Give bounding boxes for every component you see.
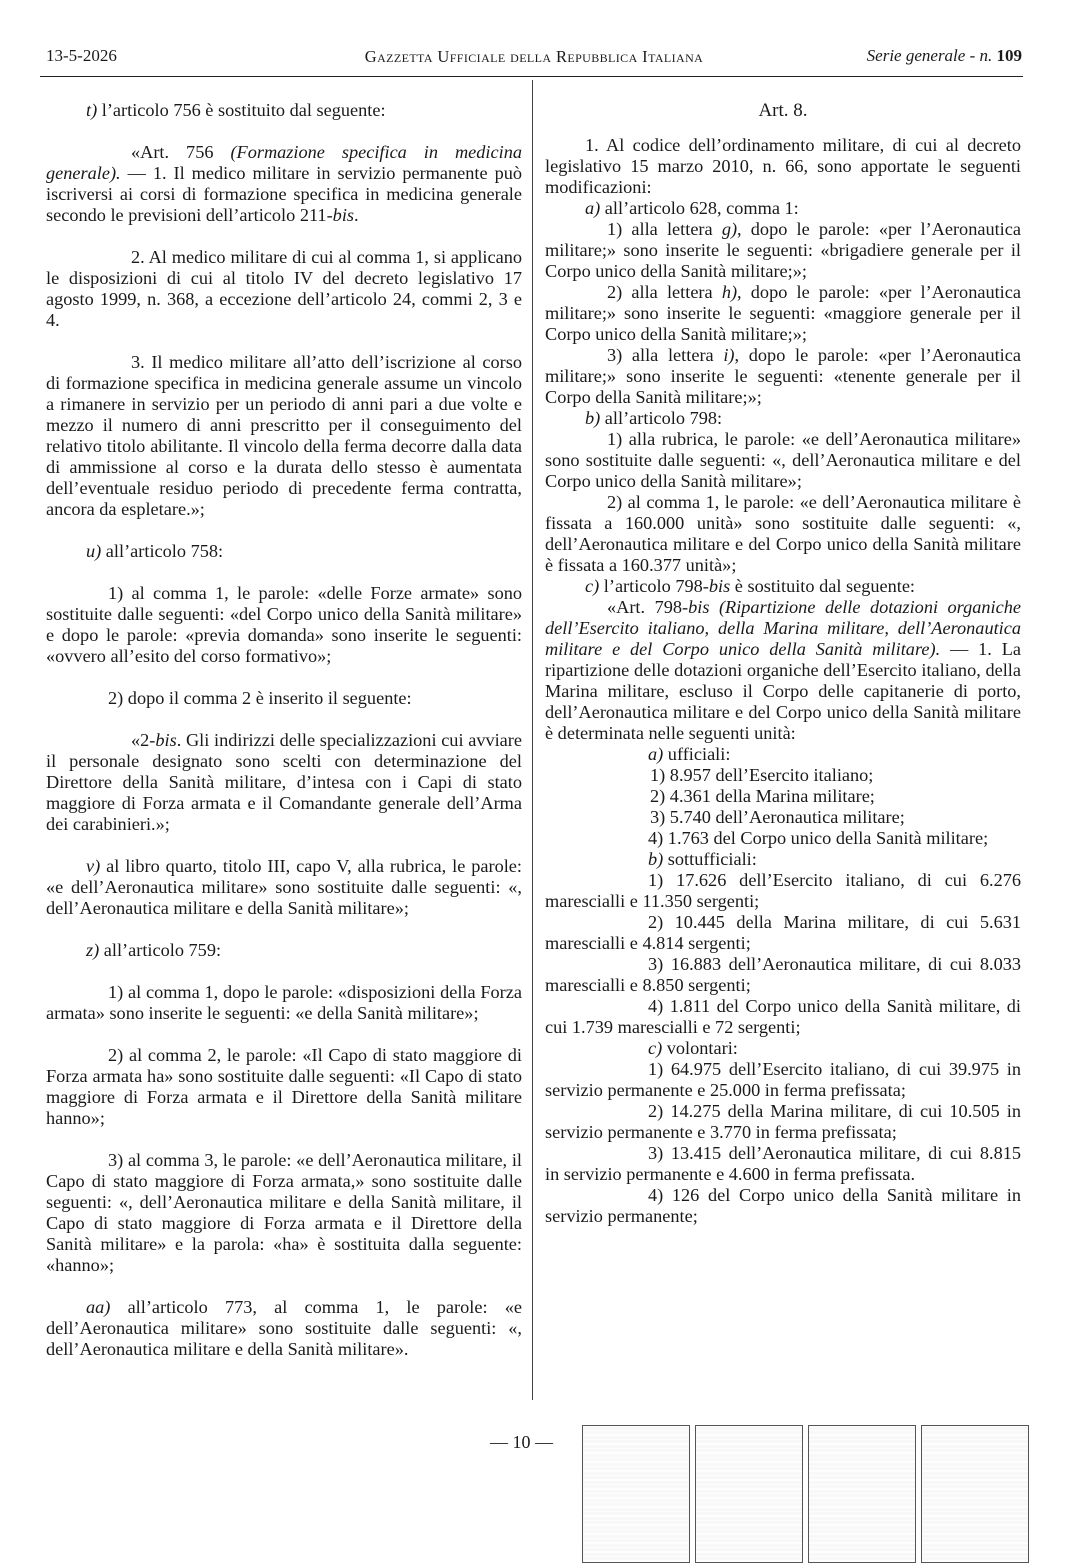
list-a-1: 1) 8.957 dell’Esercito italiano; — [650, 765, 874, 785]
item-t — [46, 100, 522, 121]
item-a-2-text: , dopo le parole: «per l’Aeronautica militare;» sono inserite le seguenti: «maggiore generale per il Corpo unico della Sanità militare;»; — [545, 282, 1021, 344]
left-column — [46, 100, 522, 1381]
list-b-text: sottufficiali: — [663, 849, 757, 869]
art-756-paragraph — [46, 142, 522, 226]
comma-2-bis — [46, 730, 522, 835]
item-b-lead: b) — [585, 408, 601, 428]
article-heading: Art. 8. — [758, 100, 808, 121]
item-b-text: all’articolo 798: — [600, 408, 723, 428]
list-b — [545, 849, 1021, 870]
item-a-1-pre: 1) alla lettera — [607, 219, 722, 239]
column-divider — [532, 80, 533, 1400]
item-a-3-pre: 3) alla lettera — [607, 345, 724, 365]
item-z-text: all’articolo 759: — [99, 940, 222, 960]
datamatrix-code-1 — [582, 1425, 690, 1563]
item-c-text-pre: l’articolo 798- — [599, 576, 709, 596]
art-756-open: «Art. 756 — [131, 142, 231, 162]
item-t-lead: t) — [86, 100, 98, 120]
list-b-4: 4) 1.811 del Corpo unico della Sanità militare, di cui 1.739 marescialli e 72 sergenti; — [545, 996, 1021, 1037]
item-b-2: 2) al comma 1, le parole: «e dell’Aeronautica militare è fissata a 160.000 unità» sono sostituite dalle seguenti: «, dell’Aeronautica militare e del Corpo unico della Sanità militare è fissata a 160.377 unità»; — [545, 492, 1021, 575]
item-c-bis: bis — [708, 576, 731, 596]
art-756-comma-2: 2. Al medico militare di cui al comma 1, si applicano le disposizioni di cui al titolo IV del decreto legislativo 17 agosto 1999, n. 368, a eccezione dell’articolo 24, commi 2, 3 e 4. — [46, 247, 522, 330]
item-a-1-letter: g) — [721, 219, 738, 239]
item-v — [46, 856, 522, 919]
comma-2-bis-ital: bis — [155, 730, 177, 750]
item-u-lead: u) — [86, 541, 102, 561]
art-8-comma-1: 1. Al codice dell’ordinamento militare, di cui al decreto legislativo 15 marzo 2010, n. 66, sono apportate le seguenti modificazioni: — [545, 135, 1021, 197]
item-aa — [46, 1297, 522, 1360]
item-v-lead: v) — [86, 856, 101, 876]
art-756-end: . — [354, 205, 359, 225]
header-title: Gazzetta Ufficiale della Repubblica Italiana — [364, 47, 704, 66]
list-c-1: 1) 64.975 dell’Esercito italiano, di cui 39.975 in servizio permanente e 25.000 in ferma prefissata; — [545, 1059, 1021, 1100]
item-c — [545, 576, 1021, 597]
list-c-2: 2) 14.275 della Marina militare, di cui 10.505 in servizio permanente e 3.770 in ferma prefissata; — [545, 1101, 1021, 1142]
comma-2-bis-open: «2- — [131, 730, 156, 750]
art-798-text: — 1. La ripartizione delle dotazioni organiche dell’Esercito italiano, della Marina militare, escluso il Corpo delle capitanerie di porto, dell’Aeronautica militare e del Corpo unico della Sanità militare è determinata nelle seguenti unità: — [545, 639, 1022, 743]
art-756-text: — 1. Il medico militare in servizio permanente può iscriversi ai corsi di formazione specifica in medicina generale secondo le previsioni dell’articolo 211- — [46, 163, 522, 225]
list-a-4: 4) 1.763 del Corpo unico della Sanità militare; — [648, 828, 989, 848]
item-c-lead: c) — [585, 576, 600, 596]
list-c-3: 3) 13.415 dell’Aeronautica militare, di cui 8.815 in servizio permanente e 4.600 in ferma prefissata. — [545, 1143, 1021, 1184]
item-z-3: 3) al comma 3, le parole: «e dell’Aeronautica militare, il Capo di stato maggiore di Forza armata,» sono sostituite dalle seguenti: «, dell’Aeronautica militare e della Sanità militare, il Capo di stato maggiore di Forza armata e il Direttore della Sanità militare» e la parola: «ha» è sostituita dalla seguente: «hanno»; — [46, 1150, 522, 1275]
item-v-text: al libro quarto, titolo III, capo V, alla rubrica, le parole: «e dell’Aeronautica militare» sono sostituite dalle seguenti: «, dell’Aeronautica militare e della Sanità militare»; — [46, 856, 522, 918]
item-a-1 — [545, 219, 1021, 282]
page-header — [46, 46, 1022, 74]
item-u-2: 2) dopo il comma 2 è inserito il seguente: — [108, 688, 412, 708]
item-a-3-letter: i) — [723, 345, 735, 365]
item-b-1: 1) alla rubrica, le parole: «e dell’Aeronautica militare» sono sostituite dalle seguenti: «, dell’Aeronautica militare e del Corpo unico della Sanità militare»; — [545, 429, 1021, 491]
list-c — [545, 1038, 1021, 1059]
item-a-2-pre: 2) alla lettera — [607, 282, 722, 302]
item-z — [46, 940, 522, 961]
art-798-rubric: (Ripartizione delle dotazioni organiche dell’Esercito italiano, della Marina militare, dell’Aeronautica militare e del Corpo unico della Sanità militare). — [545, 597, 1021, 659]
list-c-text: volontari: — [662, 1038, 738, 1058]
item-b — [545, 408, 1021, 429]
item-u-text: all’articolo 758: — [101, 541, 224, 561]
datamatrix-code-4 — [921, 1425, 1029, 1563]
list-b-1: 1) 17.626 dell’Esercito italiano, di cui 6.276 marescialli e 11.350 sergenti; — [545, 870, 1021, 911]
art-798-open: «Art. 798- — [607, 597, 689, 617]
list-a-2: 2) 4.361 della Marina militare; — [650, 786, 875, 806]
right-column — [545, 100, 1021, 1227]
art-798-bis-paragraph — [545, 597, 1021, 744]
item-a-1-text: , dopo le parole: «per l’Aeronautica militare;» sono inserite le seguenti: «brigadiere generale per il Corpo unico della Sanità militare;»; — [545, 219, 1021, 281]
item-a-lead: a) — [585, 198, 601, 218]
art-756-comma-3: 3. Il medico militare all’atto dell’iscrizione al corso di formazione specifica in medicina generale assume un vincolo a rimanere in servizio per un periodo di anni pari a due volte e mezzo il numero di anni prescritto per il conseguimento del relativo titolo abilitante. Il vincolo della ferma decorre dalla data di ammissione al corso e la durata dello stesso è aumentata dell’eventuale residuo periodo di precedente ferma contratta, ancora da espletare.»; — [46, 352, 522, 519]
item-u — [46, 541, 522, 562]
header-rule — [40, 76, 1023, 77]
header-serie-label: Serie generale - n. — [866, 46, 993, 65]
header-date: 13-5-2026 — [46, 46, 117, 65]
item-u-1: 1) al comma 1, le parole: «delle Forze armate» sono sostituite dalle seguenti: «del Corpo unico della Sanità militare» e dopo le parole: «previa domanda» sono inserite le seguenti: «ovvero all’esito del corso formativo»; — [46, 583, 522, 666]
item-z-1: 1) al comma 1, dopo le parole: «disposizioni della Forza armata» sono inserite le seguenti: «e della Sanità militare»; — [46, 982, 522, 1023]
art-798-bis: bis — [688, 597, 710, 617]
list-b-2: 2) 10.445 della Marina militare, di cui 5.631 marescialli e 4.814 sergenti; — [545, 912, 1021, 953]
page-number: — 10 — — [490, 1432, 553, 1452]
item-c-text-post: è sostituito dal seguente: — [730, 576, 916, 596]
comma-2-bis-text: . Gli indirizzi delle specializzazioni cui avviare il personale designato sono scelti con determinazione del Direttore della Sanità militare, d’intesa con i Capi di stato maggiore di Forza armata e il Comandante generale dell’Arma dei carabinieri.»; — [46, 730, 522, 834]
item-a-3 — [545, 345, 1021, 408]
item-aa-text: all’articolo 773, al comma 1, le parole: «e dell’Aeronautica militare» sono sostituite dalle seguenti: «, dell’Aeronautica militare e della Sanità militare». — [46, 1297, 522, 1359]
list-b-3: 3) 16.883 dell’Aeronautica militare, di cui 8.033 marescialli e 8.850 sergenti; — [545, 954, 1021, 995]
datamatrix-code-2 — [695, 1425, 803, 1563]
list-a-text: ufficiali: — [663, 744, 731, 764]
list-c-lead: c) — [648, 1038, 663, 1058]
list-c-4: 4) 126 del Corpo unico della Sanità militare in servizio permanente; — [545, 1185, 1021, 1226]
art-756-bis: bis — [332, 205, 355, 225]
datamatrix-code-3 — [808, 1425, 916, 1563]
item-a — [545, 198, 1021, 219]
item-a-3-text: , dopo le parole: «per l’Aeronautica militare;» sono inserite le seguenti: «tenente generale per il Corpo della Sanità militare;»; — [545, 345, 1021, 407]
header-issue-number: 109 — [996, 46, 1022, 65]
list-a-lead: a) — [648, 744, 664, 764]
list-a-3: 3) 5.740 dell’Aeronautica militare; — [650, 807, 905, 827]
list-a — [545, 744, 1021, 765]
item-z-lead: z) — [86, 940, 100, 960]
art-756-rubric: (Formazione specifica in medicina generale). — [46, 142, 522, 183]
item-z-2: 2) al comma 2, le parole: «Il Capo di stato maggiore di Forza armata ha» sono sostituite dalle seguenti: «Il Capo di stato maggiore di Forza armata e il Direttore della Sanità militare hanno»; — [46, 1045, 522, 1128]
item-a-text: all’articolo 628, comma 1: — [600, 198, 799, 218]
header-serie — [867, 46, 1022, 66]
item-aa-lead: aa) — [86, 1297, 111, 1317]
item-t-text: l’articolo 756 è sostituito dal seguente: — [97, 100, 386, 120]
item-a-2-letter: h) — [721, 282, 738, 302]
item-a-2 — [545, 282, 1021, 345]
list-b-lead: b) — [648, 849, 664, 869]
